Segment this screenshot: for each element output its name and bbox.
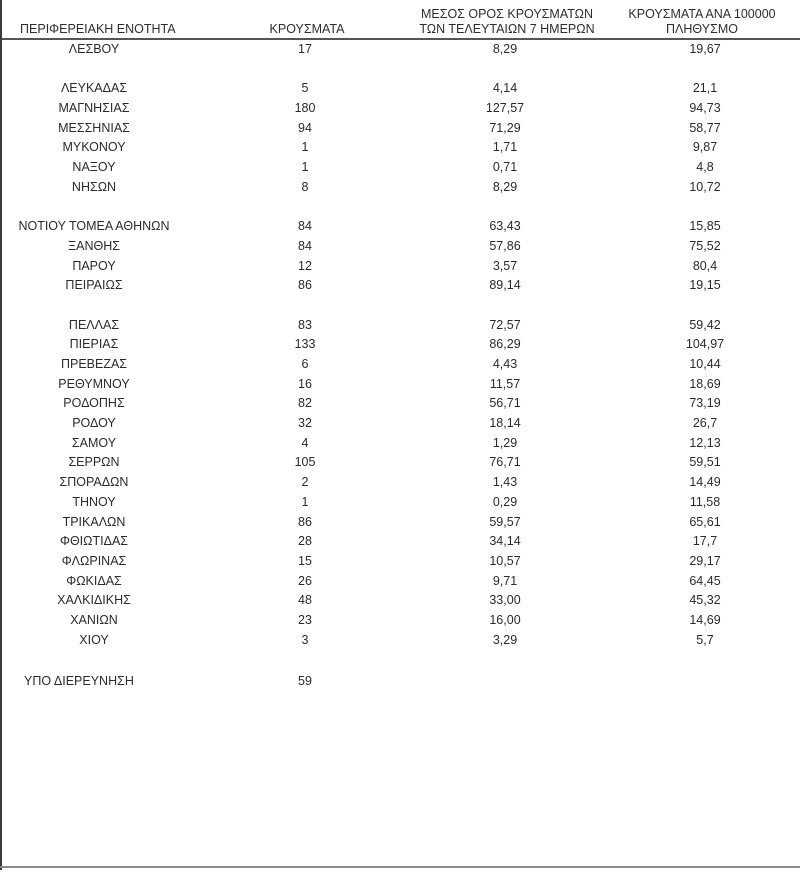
cell-cases: 83 <box>298 317 312 332</box>
cell-cases-per-100k: 19,67 <box>689 42 721 56</box>
cell-cases: 1 <box>301 140 309 155</box>
cell-cases: 180 <box>294 101 316 116</box>
cell-cases-per-100k: 11,58 <box>689 494 721 509</box>
cell-regional-unit: ΣΑΜΟΥ <box>71 435 117 450</box>
cell-cases-per-100k: 17,7 <box>692 534 718 549</box>
cell-regional-unit: ΞΑΝΘΗΣ <box>68 238 120 253</box>
cell-avg-7-days: 0,71 <box>492 160 518 175</box>
cell-cases: 32 <box>298 416 312 431</box>
table-row <box>2 572 800 592</box>
cell-regional-unit: ΦΘΙΩΤΙΔΑΣ <box>59 534 129 549</box>
cell-avg-7-days: 76,71 <box>489 455 521 470</box>
cell-cases-per-100k: 9,87 <box>692 140 718 155</box>
cell-cases-per-100k: 4,8 <box>696 160 714 175</box>
cell-cases: 1 <box>301 494 309 509</box>
cell-regional-unit: ΜΥΚΟΝΟΥ <box>62 140 126 155</box>
cell-avg-7-days: 89,14 <box>489 278 521 293</box>
table-row <box>2 138 800 158</box>
table-row <box>2 375 800 395</box>
cell-cases-per-100k: 64,45 <box>689 573 721 588</box>
table-row <box>2 316 800 336</box>
header-cases-per-100k <box>602 7 800 37</box>
cell-avg-7-days: 72,57 <box>489 317 521 332</box>
table-row <box>2 79 800 99</box>
cell-avg-7-days: 9,71 <box>492 573 518 588</box>
cell-regional-unit: ΛΕΣΒΟΥ <box>68 42 120 56</box>
cell-cases: 3 <box>301 632 309 647</box>
cell-regional-unit: ΡΟΔΟΠΗΣ <box>63 396 125 411</box>
cell-cases: 84 <box>298 219 312 234</box>
cell-avg-7-days: 127,57 <box>485 101 525 116</box>
cell-avg-7-days: 1,71 <box>492 140 518 155</box>
header-avg-7-days <box>397 7 617 37</box>
cell-avg-7-days: 1,29 <box>492 435 518 450</box>
cell-avg-7-days: 34,14 <box>489 534 521 549</box>
cell-avg-7-days: 3,57 <box>492 258 518 273</box>
table-row <box>2 552 800 572</box>
cell-cases-per-100k: 75,52 <box>689 238 721 253</box>
cell-cases: 94 <box>298 120 312 135</box>
header-avg-7-days-line1: ΜΕΣΟΣ ΟΡΟΣ ΚΡΟΥΣΜΑΤΩΝ <box>420 7 594 21</box>
cell-cases: 23 <box>298 612 312 627</box>
table-header <box>2 0 800 39</box>
cell-avg-7-days: 8,29 <box>492 179 518 194</box>
cell-cases-per-100k: 94,73 <box>689 101 721 116</box>
cell-regional-unit: ΤΗΝΟΥ <box>72 494 116 509</box>
table-row <box>2 335 800 355</box>
table-row <box>2 355 800 375</box>
cell-cases: 15 <box>298 553 312 568</box>
cell-avg-7-days: 10,57 <box>489 553 521 568</box>
cell-regional-unit: ΜΕΣΣΗΝΙΑΣ <box>58 120 130 135</box>
table-row <box>2 257 800 277</box>
cell-cases: 59 <box>298 674 312 688</box>
cell-avg-7-days: 11,57 <box>489 376 521 391</box>
cell-cases-per-100k: 45,32 <box>689 593 721 608</box>
cell-cases: 133 <box>294 337 316 352</box>
table-row <box>2 434 800 454</box>
cell-cases-per-100k: 12,13 <box>689 435 721 450</box>
cell-cases-per-100k: 58,77 <box>689 120 721 135</box>
table-row <box>2 217 800 237</box>
cell-regional-unit: ΧΑΝΙΩΝ <box>70 612 118 627</box>
cell-regional-unit: ΤΡΙΚΑΛΩΝ <box>62 514 126 529</box>
cell-cases: 86 <box>298 278 312 293</box>
cell-cases: 1 <box>301 160 309 175</box>
cell-regional-unit: ΠΑΡΟΥ <box>72 258 116 273</box>
table-row <box>2 237 800 257</box>
cell-cases: 8 <box>301 179 309 194</box>
cell-cases-per-100k: 21,1 <box>692 81 718 96</box>
cell-cases: 5 <box>301 81 309 96</box>
cell-cases-per-100k: 29,17 <box>689 553 721 568</box>
table-row <box>2 591 800 611</box>
cell-cases-per-100k: 10,72 <box>689 179 721 194</box>
cell-cases-per-100k: 18,69 <box>689 376 721 391</box>
cell-regional-unit: ΝΑΞΟΥ <box>72 160 116 175</box>
cell-cases-per-100k: 59,42 <box>689 317 721 332</box>
table-row <box>2 119 800 139</box>
cell-regional-unit: ΧΑΛΚΙΔΙΚΗΣ <box>57 593 131 608</box>
cell-regional-unit: ΠΡΕΒΕΖΑΣ <box>60 357 128 371</box>
header-cases-per-100k-line2: ΠΛΗΘΥΣΜΟ <box>666 22 738 36</box>
cell-avg-7-days: 4,14 <box>492 81 518 96</box>
cell-regional-unit: ΝΟΤΙΟΥ ΤΟΜΕΑ ΑΘΗΝΩΝ <box>18 219 170 234</box>
cell-regional-unit: ΡΕΘΥΜΝΟΥ <box>58 376 130 391</box>
cell-cases-per-100k: 14,69 <box>689 612 721 627</box>
table-row <box>2 99 800 119</box>
cell-cases: 28 <box>298 534 312 549</box>
cell-cases: 17 <box>298 42 312 56</box>
cell-regional-unit: ΧΙΟΥ <box>79 632 109 647</box>
cell-cases: 84 <box>298 238 312 253</box>
cell-cases-per-100k: 65,61 <box>689 514 721 529</box>
cell-cases: 16 <box>298 376 312 391</box>
cell-avg-7-days: 8,29 <box>492 42 518 56</box>
bottom-divider <box>0 866 800 868</box>
cell-cases: 12 <box>298 258 312 273</box>
cell-avg-7-days: 63,43 <box>489 219 521 234</box>
cell-cases: 48 <box>298 593 312 608</box>
table-body <box>2 40 800 650</box>
cell-cases: 2 <box>301 475 309 490</box>
cell-avg-7-days: 1,43 <box>492 475 518 490</box>
cell-cases: 26 <box>298 573 312 588</box>
cell-avg-7-days: 18,14 <box>489 416 521 431</box>
cell-avg-7-days: 56,71 <box>489 396 521 411</box>
cell-regional-unit: ΠΙΕΡΙΑΣ <box>69 337 119 352</box>
cell-avg-7-days: 0,29 <box>492 494 518 509</box>
cell-regional-unit: ΣΠΟΡΑΔΩΝ <box>59 475 129 490</box>
cell-regional-unit: ΝΗΣΩΝ <box>71 179 117 194</box>
cell-regional-unit: ΜΑΓΝΗΣΙΑΣ <box>58 101 130 116</box>
table-row <box>2 631 800 651</box>
cell-cases-per-100k: 19,15 <box>689 278 721 293</box>
cell-regional-unit: ΠΕΙΡΑΙΩΣ <box>65 278 123 293</box>
cell-cases-per-100k: 104,97 <box>685 337 725 352</box>
header-regional-unit: ΠΕΡΙΦΕΡΕΙΑΚΗ ΕΝΟΤΗΤΑ <box>20 22 176 36</box>
cell-avg-7-days: 3,29 <box>492 632 518 647</box>
cell-avg-7-days: 71,29 <box>489 120 521 135</box>
cell-avg-7-days: 59,57 <box>489 514 521 529</box>
cell-cases-per-100k: 5,7 <box>696 632 714 647</box>
table-row <box>2 40 800 60</box>
cell-cases-per-100k: 59,51 <box>689 455 721 470</box>
cell-regional-unit: ΥΠΟ ΔΙΕΡΕΥΝΗΣΗ <box>24 674 134 688</box>
cell-cases: 6 <box>301 357 309 371</box>
cell-regional-unit: ΦΩΚΙΔΑΣ <box>66 573 122 588</box>
table-row <box>2 178 800 198</box>
table-row <box>2 493 800 513</box>
cell-avg-7-days: 16,00 <box>489 612 521 627</box>
cell-cases: 82 <box>298 396 312 411</box>
cell-regional-unit: ΣΕΡΡΩΝ <box>68 455 120 470</box>
cell-avg-7-days: 57,86 <box>489 238 521 253</box>
header-cases-per-100k-line1: ΚΡΟΥΣΜΑΤΑ ΑΝΑ 100000 <box>628 7 776 21</box>
cell-cases: 86 <box>298 514 312 529</box>
table-row <box>2 158 800 178</box>
cell-regional-unit: ΠΕΛΛΑΣ <box>68 317 120 332</box>
cell-avg-7-days: 86,29 <box>489 337 521 352</box>
cell-regional-unit: ΛΕΥΚΑΔΑΣ <box>60 81 128 96</box>
cell-cases-per-100k: 80,4 <box>692 258 718 273</box>
cell-avg-7-days: 33,00 <box>489 593 521 608</box>
cell-cases: 4 <box>301 435 309 450</box>
header-cases: ΚΡΟΥΣΜΑΤΑ <box>269 22 345 36</box>
table-row <box>2 414 800 434</box>
table-row <box>2 453 800 473</box>
cell-cases-per-100k: 15,85 <box>689 219 721 234</box>
table-row <box>2 473 800 493</box>
cell-regional-unit: ΦΛΩΡΙΝΑΣ <box>61 553 127 568</box>
cell-cases-per-100k: 10,44 <box>689 357 721 371</box>
cell-cases: 105 <box>294 455 316 470</box>
cell-cases-per-100k: 26,7 <box>692 416 718 431</box>
table-row <box>2 394 800 414</box>
header-avg-7-days-line2: ΤΩΝ ΤΕΛΕΥΤΑΙΩΝ 7 ΗΜΕΡΩΝ <box>419 22 595 36</box>
cell-cases-per-100k: 14,49 <box>689 475 721 490</box>
cell-regional-unit: ΡΟΔΟΥ <box>72 416 116 431</box>
table-row <box>2 513 800 533</box>
table-row-under-investigation <box>2 672 800 692</box>
table-row <box>2 532 800 552</box>
table-row <box>2 611 800 631</box>
table-row <box>2 276 800 296</box>
cell-cases-per-100k: 73,19 <box>689 396 721 411</box>
cell-avg-7-days: 4,43 <box>492 357 518 371</box>
